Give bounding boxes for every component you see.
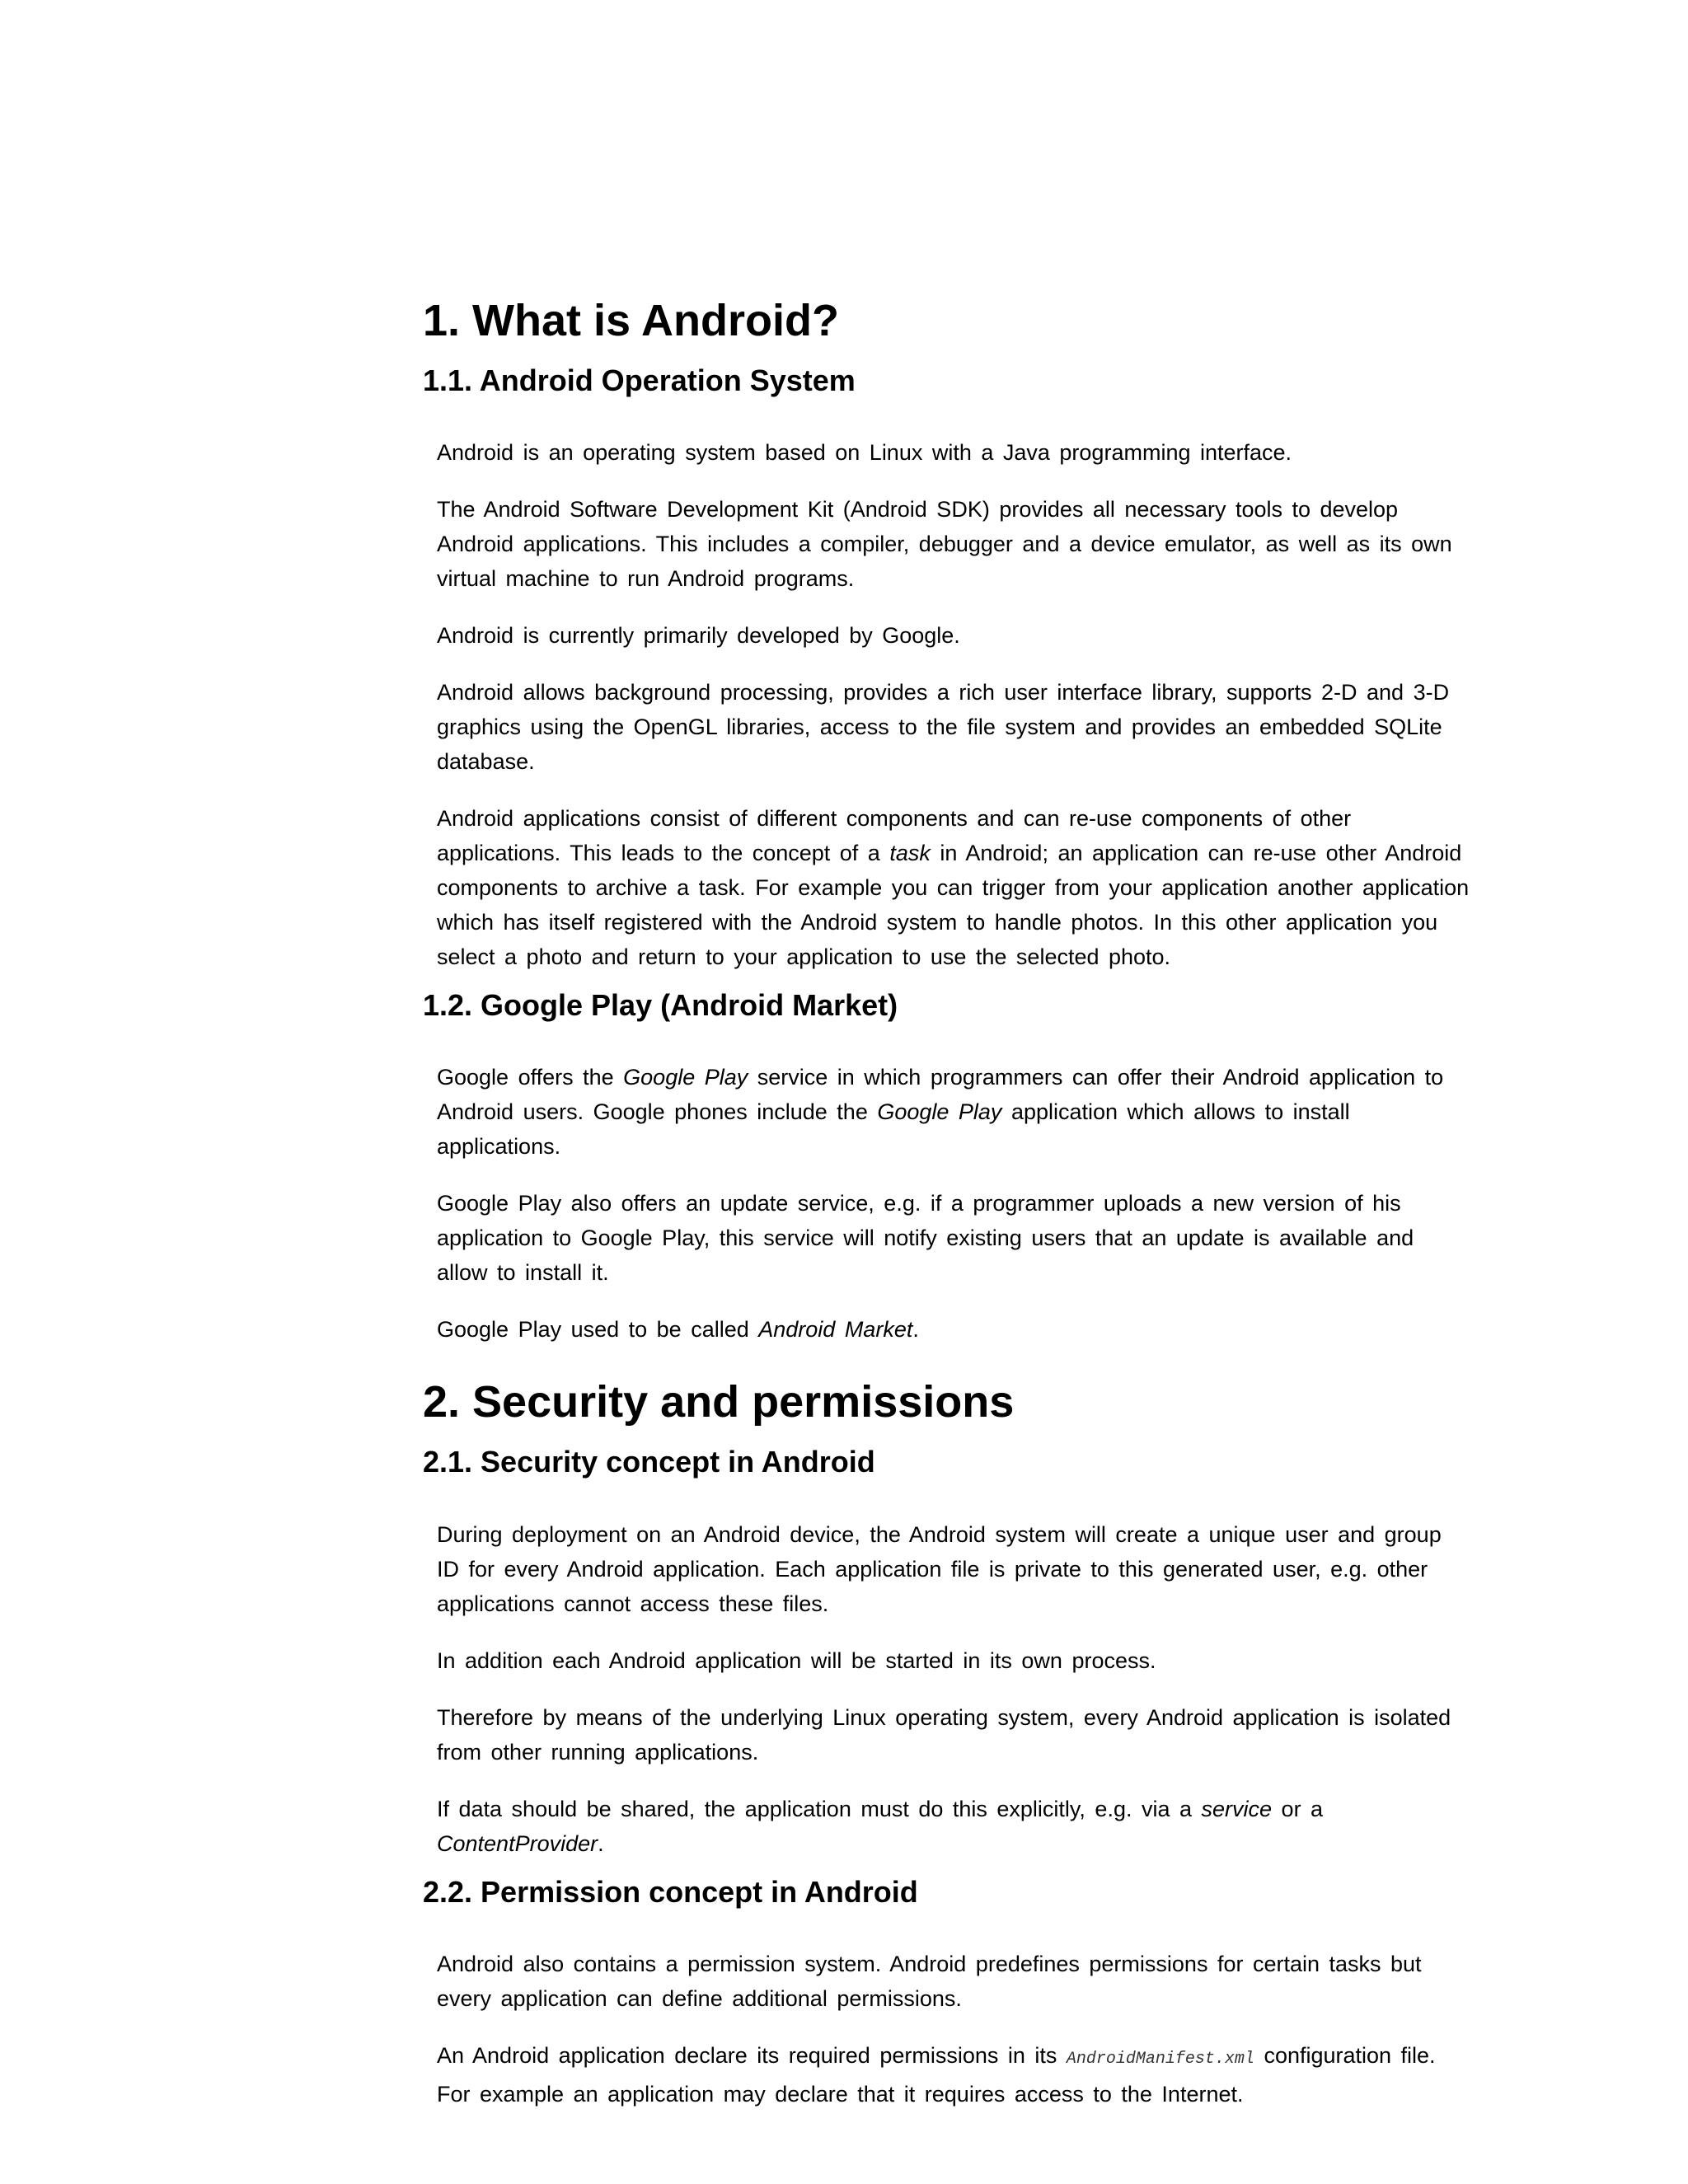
emphasis: Android Market bbox=[758, 1317, 913, 1343]
emphasis: task bbox=[889, 840, 931, 865]
paragraph: During deployment on an Android device, the Android system will create a unique user and group ID for every Android application. Each application file is private to this generated user, e.g. other applications cannot access these files. bbox=[437, 1521, 1442, 1616]
paragraph: Android allows background processing, provides a rich user interface library, supports 2-D and 3-D graphics using the OpenGL libraries, access to the file system and provides an embedded SQLite database. bbox=[437, 679, 1450, 774]
emphasis: Google Play bbox=[623, 1065, 748, 1090]
paragraph: Therefore by means of the underlying Linux operating system, every Android application is isolated from other running applications. bbox=[437, 1704, 1451, 1765]
paragraph: The Android Software Development Kit (Android SDK) provides all necessary tools to develop Android applications. This includes a compiler, debugger and a device emulator, as well as its own virtual machine to run Android programs. bbox=[437, 496, 1452, 591]
paragraph: Android is currently primarily developed by Google. bbox=[437, 622, 960, 648]
paragraph: An Android application declare its required permissions in its AndroidManifest.xml configuration file. For example an application may declare that it requires access to the Internet. bbox=[437, 2043, 1436, 2107]
section-heading-security-permissions: 2. Security and permissions bbox=[423, 1377, 1015, 1427]
emphasis: service bbox=[1201, 1796, 1273, 1821]
paragraph: Android applications consist of different components and can re-use components of other applications. This leads to the concept of a task in Android; an application can re-use other Android components to archive a task. For example you can trigger from your application another application which has itself registered with the Android system to handle photos. In this other application you select a photo and return to your application to use the selected photo. bbox=[437, 805, 1470, 969]
subsection-heading-security-concept: 2.1. Security concept in Android bbox=[423, 1445, 875, 1479]
subsection-heading-google-play: 1.2. Google Play (Android Market) bbox=[423, 987, 898, 1022]
paragraph: Android is an operating system based on Linux with a Java programming interface. bbox=[437, 439, 1292, 465]
subsection-heading-android-os: 1.1. Android Operation System bbox=[423, 363, 856, 397]
paragraph: In addition each Android application will be started in its own process. bbox=[437, 1647, 1156, 1673]
document-page bbox=[423, 297, 1470, 2111]
emphasis: ContentProvider bbox=[437, 1830, 598, 1856]
paragraph: If data should be shared, the application must do this explicitly, e.g. via a service or a ContentProvider. bbox=[437, 1796, 1324, 1856]
manifest-filename: AndroidManifest.xml bbox=[1066, 2050, 1254, 2069]
emphasis: Google Play bbox=[877, 1099, 1002, 1125]
paragraph: Google offers the Google Play service in which programmers can offer their Android application to Android users. Google phones include the Google Play application which allows to install applications. bbox=[437, 1065, 1444, 1160]
paragraph: Android also contains a permission system. Android predefines permissions for certain tasks but every application can define additional permissions. bbox=[437, 1952, 1422, 2012]
paragraph: Google Play also offers an update service, e.g. if a programmer uploads a new version of his application to Google Play, this service will notify existing users that an update is available and allow to install it. bbox=[437, 1191, 1414, 1286]
subsection-heading-permission-concept: 2.2. Permission concept in Android bbox=[423, 1874, 918, 1909]
paragraph: Google Play used to be called Android Market. bbox=[437, 1317, 919, 1343]
section-heading-what-is-android: 1. What is Android? bbox=[423, 296, 839, 345]
